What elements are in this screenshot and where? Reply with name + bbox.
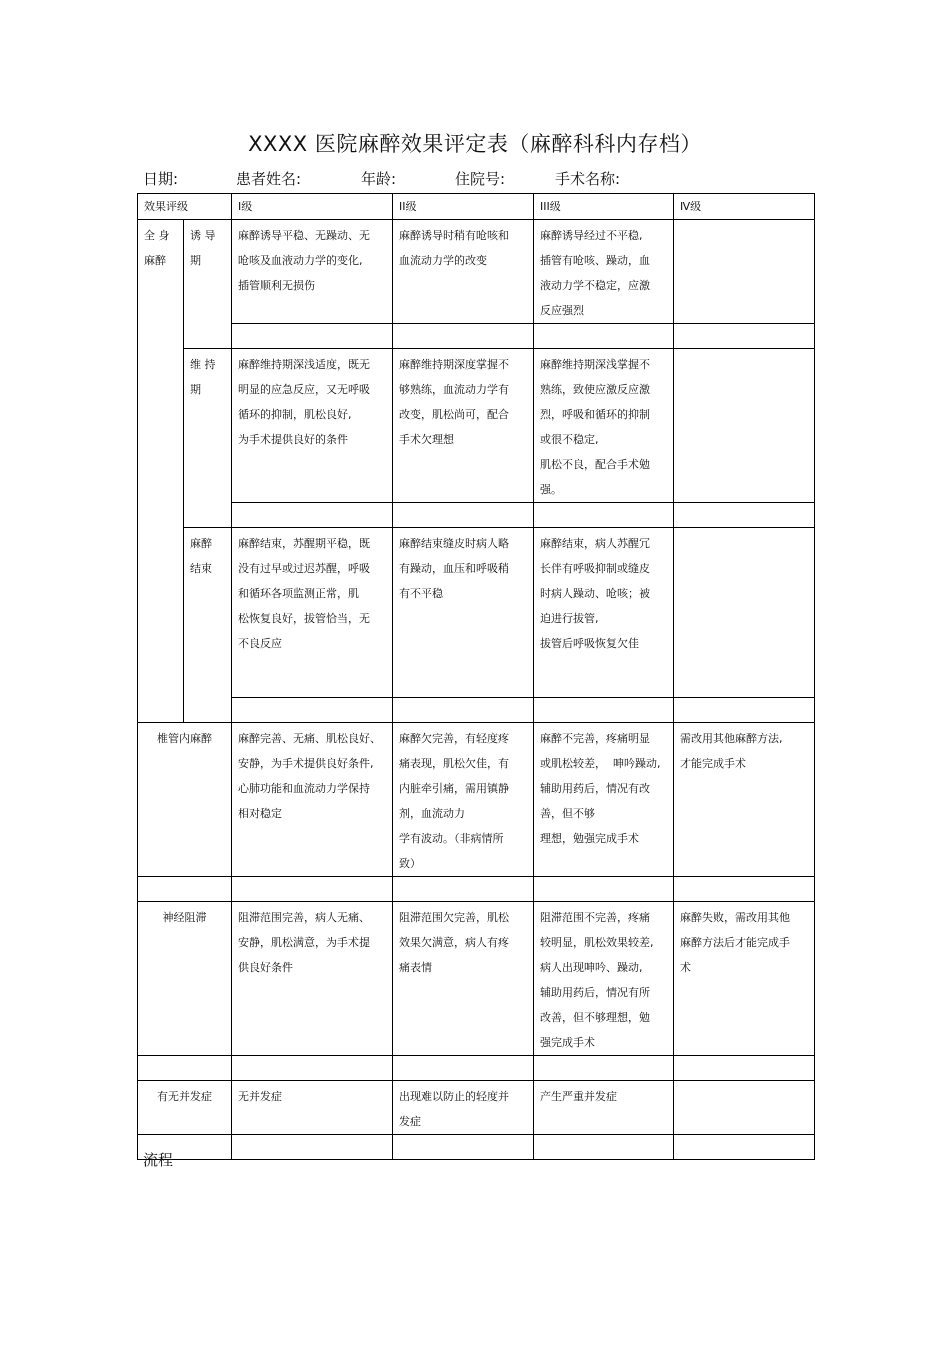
patient-name-label: 患者姓名:	[236, 170, 302, 188]
emergence-grade-1: 麻醉结束，苏醒期平稳，既 没有过早或过迟苏醒，呼吸 和循环各项监测正常，肌 松恢复良好，拔管恰当，无 不良反应	[232, 528, 393, 698]
induction-grade-4	[674, 220, 815, 324]
page-title: XXXX 医院麻醉效果评定表（麻醉科科内存档）	[248, 132, 702, 156]
spinal-grade-3: 麻醉不完善，疼痛明显 或肌松较差， 呻吟躁动, 辅助用药后，情况有改 善，但不够 理想，勉强完成手术	[534, 723, 674, 877]
date-label: 日期:	[143, 170, 179, 188]
emergence-phase-label: 麻醉 结束	[184, 528, 232, 723]
surgery-name-label: 手术名称:	[555, 170, 621, 188]
maintenance-phase-label: 维 持 期	[184, 349, 232, 528]
induction-phase-label: 诱 导 期	[184, 220, 232, 349]
table-row-blank	[138, 1135, 815, 1160]
table-row-blank	[138, 503, 815, 528]
table-row	[138, 528, 815, 698]
spinal-grade-1: 麻醉完善、无痛、肌松良好、 安静，为手术提供良好条件, 心肺功能和血流动力学保持 相对稳定	[232, 723, 393, 877]
nerve-block-grade-1: 阻滞范围完善，病人无痛、 安静，肌松满意，为手术提 供良好条件	[232, 902, 393, 1056]
footer-process-label: 流程	[143, 1151, 174, 1169]
header-grade-2: II级	[393, 194, 534, 220]
table-row	[138, 220, 815, 324]
emergence-grade-4	[674, 528, 815, 698]
nerve-block-grade-2: 阻滞范围欠完善，肌松 效果欠满意，病人有疼 痛表情	[393, 902, 534, 1056]
table-row	[138, 349, 815, 503]
table-row	[138, 1081, 815, 1135]
nerve-block-grade-4: 麻醉失败，需改用其他 麻醉方法后才能完成手 术	[674, 902, 815, 1056]
nerve-block-label: 神经阻滞	[138, 902, 232, 1056]
complications-grade-4	[674, 1081, 815, 1135]
table-header-row	[138, 194, 815, 220]
table-row-blank	[138, 324, 815, 349]
complications-grade-2: 出现难以防止的轻度并 发症	[393, 1081, 534, 1135]
table-row-blank	[138, 877, 815, 902]
general-anesthesia-label: 全 身 麻醉	[138, 220, 184, 723]
maintenance-grade-3: 麻醉维持期深浅掌握不 熟练，致使应激反应激 烈，呼吸和循环的抑制 或很不稳定, 肌松不良，配合手术勉 强。	[534, 349, 674, 503]
header-grade-3: III级	[534, 194, 674, 220]
spinal-anesthesia-label: 椎管内麻醉	[138, 723, 232, 877]
complications-grade-3: 产生严重并发症	[534, 1081, 674, 1135]
admission-number-label: 住院号:	[455, 170, 506, 188]
induction-grade-2: 麻醉诱导时稍有呛咳和 血流动力学的改变	[393, 220, 534, 324]
table-row	[138, 723, 815, 877]
maintenance-grade-2: 麻醉维持期深度掌握不 够熟练，血流动力学有 改变，肌松尚可，配合 手术欠理想	[393, 349, 534, 503]
complications-label: 有无并发症	[138, 1081, 232, 1135]
induction-grade-3: 麻醉诱导经过不平稳, 插管有呛咳、躁动，血 液动力学不稳定，应激 反应强烈	[534, 220, 674, 324]
age-label: 年龄:	[361, 170, 397, 188]
complications-grade-1: 无并发症	[232, 1081, 393, 1135]
maintenance-grade-4	[674, 349, 815, 503]
table-row	[138, 902, 815, 1056]
evaluation-table	[137, 193, 815, 1160]
spinal-grade-4: 需改用其他麻醉方法, 才能完成手术	[674, 723, 815, 877]
table-row-blank	[138, 1056, 815, 1081]
induction-grade-1: 麻醉诱导平稳、无躁动、无 呛咳及血液动力学的变化, 插管顺利无损伤	[232, 220, 393, 324]
emergence-grade-3: 麻醉结束，病人苏醒冗 长伴有呼吸抑制或缝皮 时病人躁动、呛咳；被 迫进行拔管, 拔管后呼吸恢复欠佳	[534, 528, 674, 698]
header-grade-4: Ⅳ级	[674, 194, 815, 220]
emergence-grade-2: 麻醉结束缝皮时病人略 有躁动，血压和呼吸稍 有不平稳	[393, 528, 534, 698]
table-row-blank	[138, 698, 815, 723]
header-effect-grade: 效果评级	[138, 194, 232, 220]
maintenance-grade-1: 麻醉维持期深浅适度，既无 明显的应急反应，又无呼吸 循环的抑制，肌松良好, 为手术提供良好的条件	[232, 349, 393, 503]
spinal-grade-2: 麻醉欠完善，有轻度疼 痛表现，肌松欠佳，有 内脏牵引痛，需用镇静 剂，血流动力 学有波动。（非病情所 致）	[393, 723, 534, 877]
nerve-block-grade-3: 阻滞范围不完善，疼痛 较明显，肌松效果较差, 病人出现呻吟、躁动, 辅助用药后，情况有所 改善，但不够理想，勉 强完成手术	[534, 902, 674, 1056]
header-grade-1: Ⅰ级	[232, 194, 393, 220]
